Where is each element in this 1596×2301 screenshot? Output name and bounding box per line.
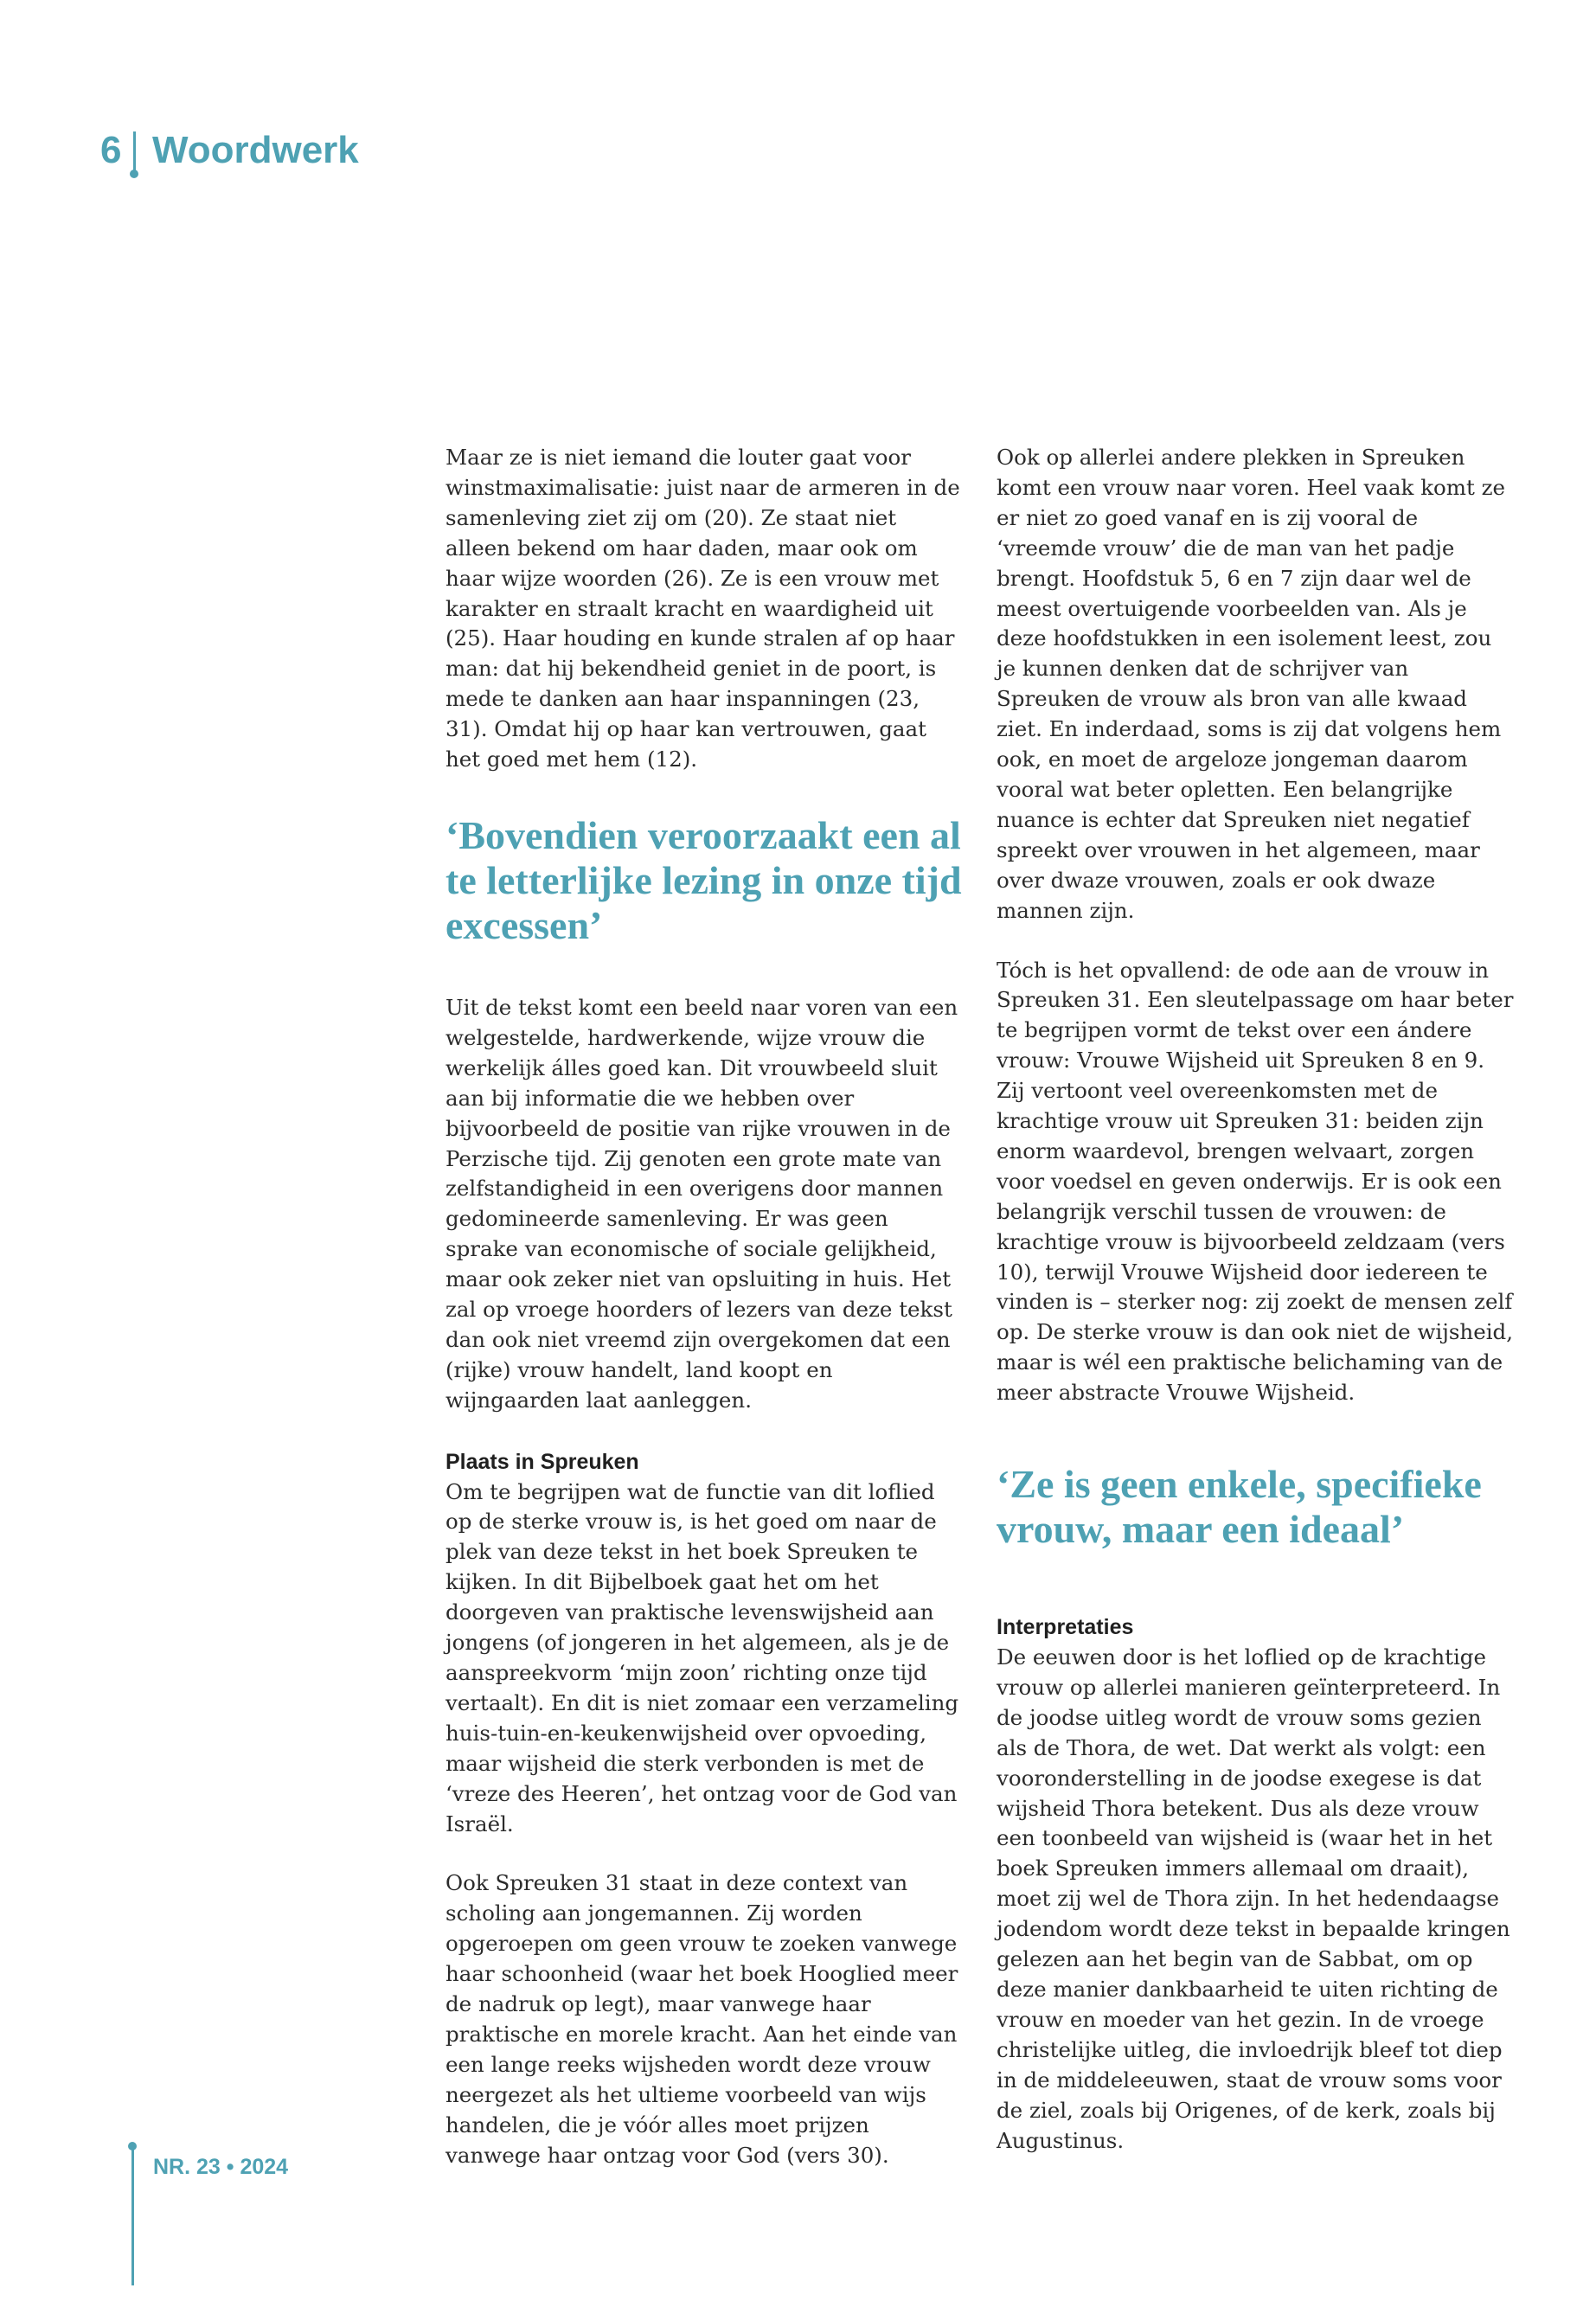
right-paragraph-2: Tóch is het opvallend: de ode aan de vrouw in Spreuken 31. Een sleutelpassage om haar beter te begrijpen vormt de tekst over een ándere vrouw: Vrouwe Wijsheid uit Spreuken 8 en 9. Zij vertoont veel overeenkomsten met de krachtige vrouw uit Spreuken 31: beiden zijn enorm waardevol, brengen welvaart, zorgen voor voedsel en geven onderwijs. Er is ook een belangrijk verschil tussen de vrouwen: de krachtige vrouw is bijvoorbeeld zeldzaam (vers 10), terwijl Vrouwe Wijsheid door iedereen te vinden is – sterker nog: zij zoekt de mensen zelf op. De sterke vrouw is dan ook niet de wijsheid, maar is wél een praktische belichaming van de meer abstracte Vrouwe Wijsheid.	[997, 957, 1514, 1406]
left-paragraph-4: Ook Spreuken 31 staat in deze context van scholing aan jongemannen. Zij worden opgeroepen om geen vrouw te zoeken vanwege haar schoonheid (waar het boek Hooglied meer de nadruk op legt), maar vanwege haar praktische en morele kracht. Aan het einde van een lange reeks wijsheden wordt deze vrouw neergezet als het ultieme voorbeeld van wijs handelen, die je vóór alles moet prijzen vanwege haar ontzag voor God (vers 30).	[445, 1870, 958, 2168]
left-paragraph-3: Om te begrijpen wat de functie van dit loflied op de sterke vrouw is, is het goed om naar de plek van deze tekst in het boek Spreuken te kijken. In dit Bijbelboek gaat het om het doorgeven van praktische levenswijsheid aan jongens (of jongeren in het algemeen, als je de aanspreekvorm ‘mijn zoon’ richting onze tijd vertaalt). En dit is niet zomaar een verzameling huis-tuin-en-keukenwijsheid over opvoeding, maar wijsheid die sterk verbonden is met de ‘vreze des Heeren’, het ontzag voor de God van Israël.	[445, 1478, 959, 1836]
pull-quote-2: ‘Ze is geen enkele, specifieke vrouw, maar een ideaal’	[997, 1462, 1482, 1552]
left-column	[445, 443, 965, 2171]
subhead-plaats-in-spreuken: Plaats in Spreuken	[445, 1449, 639, 1474]
pull-quote-1: ‘Bovendien veroorzaakt een al te letterlijke lezing in onze tijd excessen’	[445, 812, 962, 947]
right-paragraph-3: De eeuwen door is het loflied op de krachtige vrouw op allerlei manieren geïnterpreteerd. In de joodse uitleg wordt de vrouw soms gezien als de Thora, de wet. Dat werkt als volgt: een vooronderstelling in de joodse exegese is dat wijsheid Thora betekent. Dus als deze vrouw een toonbeeld van wijsheid is (waar het in het boek Spreuken immers allemaal om draait), moet zij wel de Thora zijn. In het hedendaagse jodendom wordt deze tekst in bepaalde kringen gelezen aan het begin van de Sabbat, om op deze manier dankbaarheid te uiten richting de vrouw en moeder van het gezin. In de vroege christelijke uitleg, die invloedrijk bleef tot diep in de middeleeuwen, staat de vrouw soms voor de ziel, zoals bij Origenes, of de kerk, zoals bij Augustinus.	[997, 1644, 1510, 2153]
page-number: 6	[100, 129, 122, 171]
section-title: Woordwerk	[152, 129, 359, 171]
left-paragraph-2: Uit de tekst komt een beeld naar voren van een welgestelde, hardwerkende, wijze vrouw die werkelijk álles goed kan. Dit vrouwbeeld sluit aan bij informatie die we hebben over bijvoorbeeld de positie van rijke vrouwen in de Perzische tijd. Zij genoten een grote mate van zelfstandigheid in een overigens door mannen gedomineerde samenleving. Er was geen sprake van economische of sociale gelijkheid, maar ook zeker niet van opsluiting in huis. Het zal op vroege hoorders of lezers van deze tekst dan ook niet vreemd zijn overgekomen dat een (rijke) vrouw handelt, land koopt en wijngaarden laat aanleggen.	[445, 994, 958, 1413]
right-column	[997, 443, 1516, 2156]
left-paragraph-1: Maar ze is niet iemand die louter gaat voor winstmaximalisatie: juist naar de armeren in de samenleving ziet zij om (20). Ze staat niet alleen bekend om haar daden, maar ook om haar wijze woorden (26). Ze is een vrouw met karakter en straalt kracht en waardigheid uit (25). Haar houding en kunde stralen af op haar man: dat hij bekendheid geniet in de poort, is mede te danken aan haar inspanningen (23, 31). Omdat hij op haar kan vertrouwen, gaat het goed met hem (12).	[445, 445, 960, 772]
header-dot	[130, 170, 138, 178]
right-paragraph-1	[997, 443, 1516, 926]
right-paragraph-1-text: Ook op allerlei andere plekken in Spreuken komt een vrouw naar voren. Heel vaak komt ze er niet zo goed vanaf en is zij vooral de ‘vreemde vrouw’ die de man van het padje brengt. Hoofdstuk 5, 6 en 7 zijn daar wel de meest overtuigende voorbeelden van. Als je deze hoofdstukken in een isolement leest, zou je kunnen denken dat de schrijver van Spreuken de vrouw als bron van alle kwaad ziet. En inderdaad, soms is zij dat volgens hem ook, en moet de argeloze jongeman daarom vooral wat beter opletten. Een belangrijke nuance is echter dat Spreuken niet negatief spreekt over vrouwen in het algemeen, maar over dwaze vrouwen, zoals er ook dwaze mannen zijn.	[997, 445, 1506, 923]
footer-rule	[131, 2149, 134, 2285]
subhead-interpretaties: Interpretaties	[997, 1615, 1134, 1640]
issue-number: NR. 23 • 2024	[153, 2155, 289, 2179]
header-divider	[133, 131, 136, 171]
